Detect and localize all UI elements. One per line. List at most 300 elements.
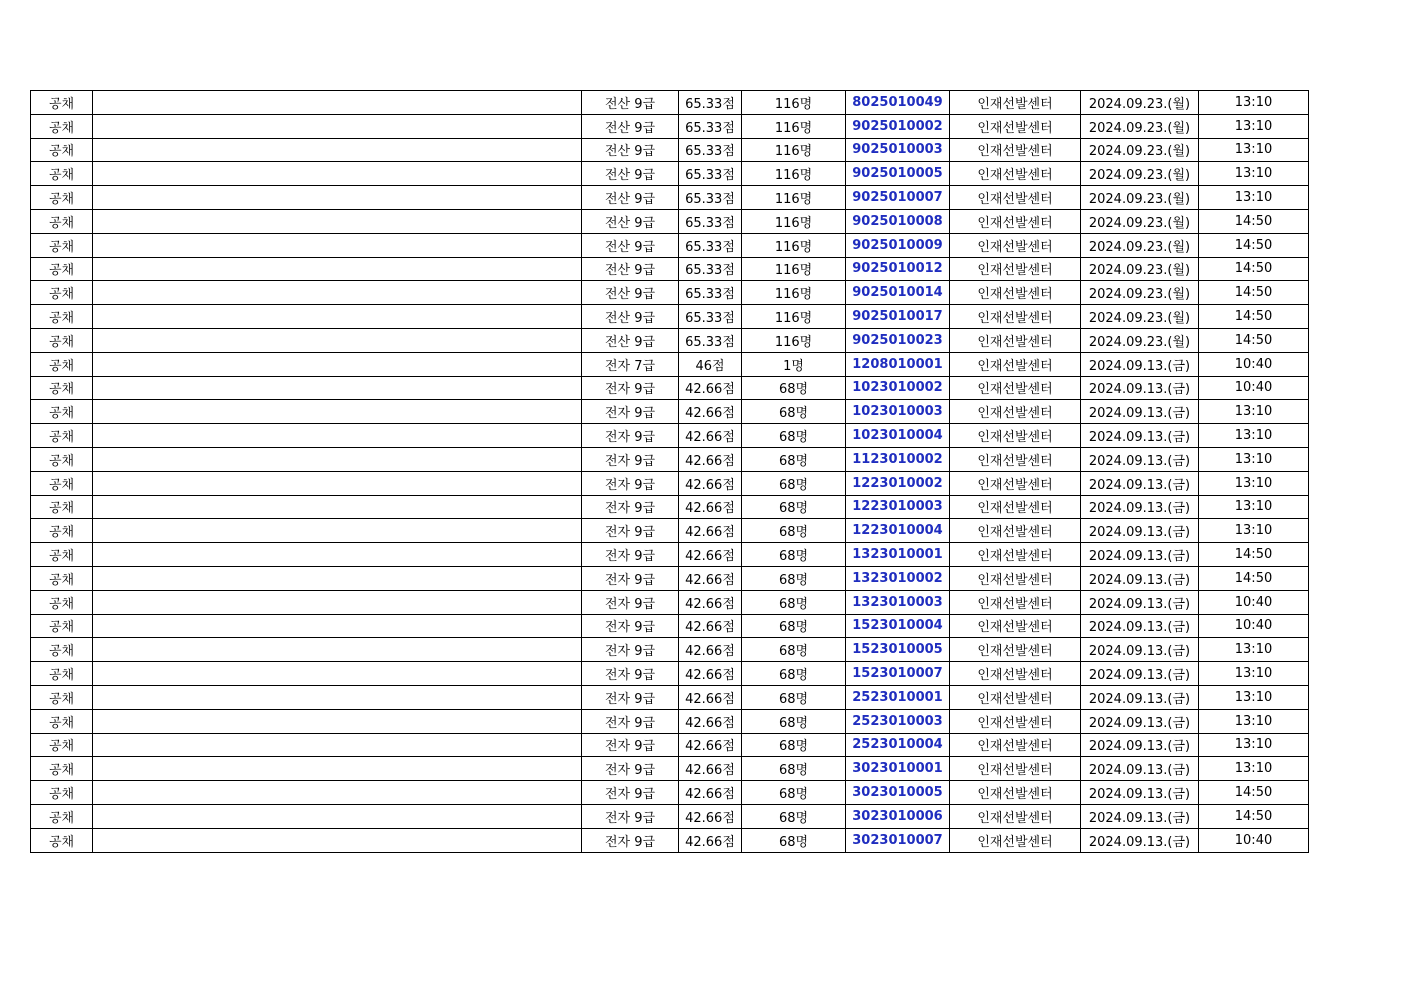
cell-count: 116명 — [742, 281, 846, 305]
cell-date: 2024.09.13.(금) — [1081, 590, 1199, 614]
table-row — [31, 566, 1309, 590]
cell-grade: 전산 9급 — [582, 328, 679, 352]
cell-date: 2024.09.23.(월) — [1081, 281, 1199, 305]
cell-type: 공채 — [31, 91, 93, 115]
table-row — [31, 400, 1309, 424]
cell-type: 공채 — [31, 662, 93, 686]
cell-grade: 전산 9급 — [582, 305, 679, 329]
cell-grade: 전자 9급 — [582, 614, 679, 638]
cell-code: 9025010003 — [846, 138, 950, 162]
cell-time: 13:10 — [1199, 114, 1309, 138]
cell-code: 1523010007 — [846, 662, 950, 686]
cell-field — [93, 638, 582, 662]
cell-grade: 전자 9급 — [582, 709, 679, 733]
cell-grade: 전자 9급 — [582, 733, 679, 757]
cell-count: 68명 — [742, 757, 846, 781]
cell-grade: 전자 9급 — [582, 447, 679, 471]
cell-grade: 전자 9급 — [582, 685, 679, 709]
cell-count: 68명 — [742, 828, 846, 852]
cell-type: 공채 — [31, 424, 93, 448]
cell-count: 116명 — [742, 233, 846, 257]
cell-org: 인재선발센터 — [950, 566, 1081, 590]
cell-field — [93, 495, 582, 519]
table-row — [31, 543, 1309, 567]
cell-grade: 전자 9급 — [582, 519, 679, 543]
cell-count: 68명 — [742, 519, 846, 543]
cell-grade: 전산 9급 — [582, 209, 679, 233]
table-row — [31, 471, 1309, 495]
table-row — [31, 424, 1309, 448]
cell-code: 3023010001 — [846, 757, 950, 781]
cell-field — [93, 281, 582, 305]
cell-org: 인재선발센터 — [950, 400, 1081, 424]
cell-time: 13:10 — [1199, 162, 1309, 186]
cell-count: 68명 — [742, 495, 846, 519]
cell-time: 10:40 — [1199, 614, 1309, 638]
cell-grade: 전산 9급 — [582, 186, 679, 210]
cell-count: 116명 — [742, 209, 846, 233]
cell-time: 13:10 — [1199, 447, 1309, 471]
cell-field — [93, 305, 582, 329]
cell-type: 공채 — [31, 709, 93, 733]
cell-field — [93, 114, 582, 138]
cell-type: 공채 — [31, 757, 93, 781]
cell-field — [93, 328, 582, 352]
cell-score: 42.66점 — [679, 519, 742, 543]
cell-date: 2024.09.13.(금) — [1081, 781, 1199, 805]
cell-type: 공채 — [31, 328, 93, 352]
cell-type: 공채 — [31, 638, 93, 662]
cell-date: 2024.09.13.(금) — [1081, 352, 1199, 376]
cell-score: 65.33점 — [679, 328, 742, 352]
table-row — [31, 828, 1309, 852]
cell-time: 13:10 — [1199, 709, 1309, 733]
cell-code: 1223010004 — [846, 519, 950, 543]
cell-score: 65.33점 — [679, 162, 742, 186]
cell-score: 65.33점 — [679, 114, 742, 138]
cell-time: 14:50 — [1199, 566, 1309, 590]
cell-field — [93, 614, 582, 638]
cell-time: 10:40 — [1199, 376, 1309, 400]
cell-time: 13:10 — [1199, 685, 1309, 709]
cell-type: 공채 — [31, 471, 93, 495]
cell-date: 2024.09.13.(금) — [1081, 400, 1199, 424]
cell-date: 2024.09.23.(월) — [1081, 257, 1199, 281]
cell-count: 68명 — [742, 709, 846, 733]
cell-score: 42.66점 — [679, 590, 742, 614]
cell-field — [93, 757, 582, 781]
cell-grade: 전자 9급 — [582, 424, 679, 448]
cell-time: 13:10 — [1199, 757, 1309, 781]
cell-count: 68명 — [742, 566, 846, 590]
cell-count: 68명 — [742, 733, 846, 757]
cell-date: 2024.09.23.(월) — [1081, 114, 1199, 138]
cell-field — [93, 709, 582, 733]
cell-score: 42.66점 — [679, 566, 742, 590]
cell-count: 116명 — [742, 138, 846, 162]
cell-date: 2024.09.13.(금) — [1081, 566, 1199, 590]
cell-code: 3023010007 — [846, 828, 950, 852]
cell-org: 인재선발센터 — [950, 91, 1081, 115]
cell-date: 2024.09.13.(금) — [1081, 424, 1199, 448]
cell-count: 68명 — [742, 424, 846, 448]
cell-grade: 전산 9급 — [582, 162, 679, 186]
cell-org: 인재선발센터 — [950, 162, 1081, 186]
cell-org: 인재선발센터 — [950, 352, 1081, 376]
cell-time: 14:50 — [1199, 804, 1309, 828]
cell-type: 공채 — [31, 162, 93, 186]
cell-count: 1명 — [742, 352, 846, 376]
cell-time: 13:10 — [1199, 495, 1309, 519]
cell-score: 42.66점 — [679, 685, 742, 709]
cell-code: 9025010002 — [846, 114, 950, 138]
cell-time: 14:50 — [1199, 233, 1309, 257]
cell-field — [93, 471, 582, 495]
cell-code: 2523010001 — [846, 685, 950, 709]
cell-date: 2024.09.23.(월) — [1081, 91, 1199, 115]
cell-count: 116명 — [742, 328, 846, 352]
cell-type: 공채 — [31, 781, 93, 805]
cell-score: 65.33점 — [679, 281, 742, 305]
table-row — [31, 257, 1309, 281]
cell-org: 인재선발센터 — [950, 424, 1081, 448]
cell-date: 2024.09.13.(금) — [1081, 376, 1199, 400]
cell-time: 13:10 — [1199, 424, 1309, 448]
cell-score: 42.66점 — [679, 424, 742, 448]
cell-org: 인재선발센터 — [950, 638, 1081, 662]
cell-time: 14:50 — [1199, 543, 1309, 567]
cell-score: 65.33점 — [679, 138, 742, 162]
cell-time: 13:10 — [1199, 400, 1309, 424]
cell-grade: 전산 9급 — [582, 233, 679, 257]
cell-date: 2024.09.23.(월) — [1081, 162, 1199, 186]
table-row — [31, 447, 1309, 471]
cell-date: 2024.09.23.(월) — [1081, 305, 1199, 329]
cell-score: 46점 — [679, 352, 742, 376]
cell-type: 공채 — [31, 566, 93, 590]
cell-field — [93, 804, 582, 828]
cell-grade: 전자 9급 — [582, 590, 679, 614]
cell-score: 42.66점 — [679, 447, 742, 471]
cell-time: 10:40 — [1199, 590, 1309, 614]
cell-time: 13:10 — [1199, 186, 1309, 210]
cell-time: 13:10 — [1199, 733, 1309, 757]
cell-org: 인재선발센터 — [950, 257, 1081, 281]
cell-score: 42.66점 — [679, 471, 742, 495]
cell-count: 68명 — [742, 543, 846, 567]
cell-type: 공채 — [31, 590, 93, 614]
cell-type: 공채 — [31, 233, 93, 257]
cell-score: 42.66점 — [679, 709, 742, 733]
cell-field — [93, 781, 582, 805]
cell-time: 10:40 — [1199, 828, 1309, 852]
cell-type: 공채 — [31, 828, 93, 852]
cell-score: 65.33점 — [679, 91, 742, 115]
cell-field — [93, 186, 582, 210]
cell-score: 42.66점 — [679, 781, 742, 805]
cell-date: 2024.09.13.(금) — [1081, 614, 1199, 638]
cell-grade: 전자 9급 — [582, 376, 679, 400]
cell-score: 65.33점 — [679, 209, 742, 233]
cell-org: 인재선발센터 — [950, 757, 1081, 781]
cell-date: 2024.09.13.(금) — [1081, 828, 1199, 852]
cell-field — [93, 209, 582, 233]
cell-score: 65.33점 — [679, 186, 742, 210]
table-row — [31, 733, 1309, 757]
cell-date: 2024.09.13.(금) — [1081, 447, 1199, 471]
cell-code: 9025010008 — [846, 209, 950, 233]
table-row — [31, 638, 1309, 662]
cell-count: 116명 — [742, 257, 846, 281]
cell-field — [93, 519, 582, 543]
cell-count: 116명 — [742, 162, 846, 186]
cell-date: 2024.09.13.(금) — [1081, 495, 1199, 519]
cell-time: 10:40 — [1199, 352, 1309, 376]
cell-grade: 전자 9급 — [582, 495, 679, 519]
cell-code: 1223010002 — [846, 471, 950, 495]
cell-field — [93, 447, 582, 471]
cell-code: 1323010002 — [846, 566, 950, 590]
table-row — [31, 662, 1309, 686]
cell-type: 공채 — [31, 447, 93, 471]
cell-org: 인재선발센터 — [950, 781, 1081, 805]
cell-org: 인재선발센터 — [950, 828, 1081, 852]
cell-score: 65.33점 — [679, 305, 742, 329]
cell-date: 2024.09.13.(금) — [1081, 733, 1199, 757]
cell-type: 공채 — [31, 685, 93, 709]
cell-code: 1523010004 — [846, 614, 950, 638]
cell-time: 13:10 — [1199, 471, 1309, 495]
cell-org: 인재선발센터 — [950, 543, 1081, 567]
cell-date: 2024.09.23.(월) — [1081, 328, 1199, 352]
cell-score: 42.66점 — [679, 828, 742, 852]
cell-code: 3023010005 — [846, 781, 950, 805]
cell-date: 2024.09.13.(금) — [1081, 757, 1199, 781]
cell-code: 1223010003 — [846, 495, 950, 519]
cell-code: 1023010002 — [846, 376, 950, 400]
cell-score: 42.66점 — [679, 662, 742, 686]
cell-field — [93, 91, 582, 115]
cell-score: 65.33점 — [679, 233, 742, 257]
cell-grade: 전자 9급 — [582, 471, 679, 495]
cell-org: 인재선발센터 — [950, 281, 1081, 305]
cell-time: 13:10 — [1199, 662, 1309, 686]
table-row — [31, 685, 1309, 709]
cell-field — [93, 590, 582, 614]
cell-date: 2024.09.23.(월) — [1081, 209, 1199, 233]
cell-score: 42.66점 — [679, 543, 742, 567]
cell-code: 1023010003 — [846, 400, 950, 424]
cell-code: 8025010049 — [846, 91, 950, 115]
cell-field — [93, 828, 582, 852]
cell-time: 13:10 — [1199, 91, 1309, 115]
table-row — [31, 757, 1309, 781]
cell-time: 14:50 — [1199, 781, 1309, 805]
cell-grade: 전자 9급 — [582, 828, 679, 852]
cell-org: 인재선발센터 — [950, 709, 1081, 733]
cell-grade: 전자 9급 — [582, 543, 679, 567]
cell-field — [93, 400, 582, 424]
cell-field — [93, 733, 582, 757]
cell-type: 공채 — [31, 543, 93, 567]
table-body — [31, 91, 1309, 853]
cell-count: 116명 — [742, 91, 846, 115]
cell-count: 116명 — [742, 305, 846, 329]
cell-count: 68명 — [742, 590, 846, 614]
cell-field — [93, 424, 582, 448]
table-row — [31, 233, 1309, 257]
cell-type: 공채 — [31, 186, 93, 210]
cell-count: 68명 — [742, 376, 846, 400]
cell-type: 공채 — [31, 733, 93, 757]
cell-code: 3023010006 — [846, 804, 950, 828]
cell-date: 2024.09.23.(월) — [1081, 138, 1199, 162]
cell-org: 인재선발센터 — [950, 209, 1081, 233]
cell-org: 인재선발센터 — [950, 662, 1081, 686]
cell-grade: 전자 9급 — [582, 781, 679, 805]
cell-org: 인재선발센터 — [950, 685, 1081, 709]
cell-count: 68명 — [742, 685, 846, 709]
cell-field — [93, 376, 582, 400]
cell-field — [93, 685, 582, 709]
cell-score: 42.66점 — [679, 495, 742, 519]
cell-org: 인재선발센터 — [950, 804, 1081, 828]
cell-type: 공채 — [31, 209, 93, 233]
cell-org: 인재선발센터 — [950, 733, 1081, 757]
cell-count: 68명 — [742, 471, 846, 495]
cell-time: 13:10 — [1199, 519, 1309, 543]
cell-org: 인재선발센터 — [950, 233, 1081, 257]
cell-field — [93, 138, 582, 162]
cell-date: 2024.09.13.(금) — [1081, 662, 1199, 686]
table-row — [31, 590, 1309, 614]
cell-score: 42.66점 — [679, 400, 742, 424]
cell-count: 68명 — [742, 662, 846, 686]
cell-grade: 전산 9급 — [582, 257, 679, 281]
cell-grade: 전자 7급 — [582, 352, 679, 376]
table-row — [31, 781, 1309, 805]
cell-org: 인재선발센터 — [950, 590, 1081, 614]
cell-type: 공채 — [31, 400, 93, 424]
cell-count: 68명 — [742, 804, 846, 828]
cell-code: 9025010023 — [846, 328, 950, 352]
cell-time: 13:10 — [1199, 138, 1309, 162]
cell-date: 2024.09.13.(금) — [1081, 471, 1199, 495]
cell-score: 42.66점 — [679, 757, 742, 781]
cell-score: 42.66점 — [679, 733, 742, 757]
cell-org: 인재선발센터 — [950, 376, 1081, 400]
cell-count: 68명 — [742, 447, 846, 471]
cell-type: 공채 — [31, 114, 93, 138]
cell-grade: 전자 9급 — [582, 804, 679, 828]
cell-score: 65.33점 — [679, 257, 742, 281]
cell-date: 2024.09.23.(월) — [1081, 233, 1199, 257]
cell-field — [93, 543, 582, 567]
cell-grade: 전자 9급 — [582, 566, 679, 590]
cell-grade: 전산 9급 — [582, 281, 679, 305]
cell-date: 2024.09.13.(금) — [1081, 543, 1199, 567]
table-row — [31, 281, 1309, 305]
cell-time: 14:50 — [1199, 328, 1309, 352]
cell-date: 2024.09.13.(금) — [1081, 685, 1199, 709]
cell-type: 공채 — [31, 376, 93, 400]
cell-count: 68명 — [742, 638, 846, 662]
cell-type: 공채 — [31, 614, 93, 638]
table-row — [31, 186, 1309, 210]
cell-type: 공채 — [31, 495, 93, 519]
cell-field — [93, 162, 582, 186]
cell-grade: 전자 9급 — [582, 662, 679, 686]
table-row — [31, 162, 1309, 186]
table-row — [31, 519, 1309, 543]
cell-code: 1523010005 — [846, 638, 950, 662]
cell-date: 2024.09.13.(금) — [1081, 709, 1199, 733]
cell-count: 68명 — [742, 400, 846, 424]
cell-type: 공채 — [31, 257, 93, 281]
cell-time: 14:50 — [1199, 281, 1309, 305]
cell-score: 42.66점 — [679, 638, 742, 662]
cell-time: 14:50 — [1199, 209, 1309, 233]
cell-org: 인재선발센터 — [950, 519, 1081, 543]
cell-date: 2024.09.13.(금) — [1081, 519, 1199, 543]
cell-org: 인재선발센터 — [950, 186, 1081, 210]
cell-grade: 전자 9급 — [582, 400, 679, 424]
cell-time: 14:50 — [1199, 257, 1309, 281]
cell-date: 2024.09.23.(월) — [1081, 186, 1199, 210]
cell-code: 9025010007 — [846, 186, 950, 210]
cell-field — [93, 662, 582, 686]
cell-org: 인재선발센터 — [950, 614, 1081, 638]
cell-type: 공채 — [31, 519, 93, 543]
cell-type: 공채 — [31, 138, 93, 162]
cell-count: 68명 — [742, 614, 846, 638]
cell-code: 2523010004 — [846, 733, 950, 757]
cell-score: 42.66점 — [679, 614, 742, 638]
cell-org: 인재선발센터 — [950, 328, 1081, 352]
exam-schedule-table — [30, 90, 1309, 853]
cell-type: 공채 — [31, 305, 93, 329]
cell-count: 116명 — [742, 114, 846, 138]
table-row — [31, 305, 1309, 329]
cell-org: 인재선발센터 — [950, 495, 1081, 519]
cell-code: 1208010001 — [846, 352, 950, 376]
cell-type: 공채 — [31, 281, 93, 305]
cell-field — [93, 233, 582, 257]
cell-code: 1123010002 — [846, 447, 950, 471]
cell-code: 1323010003 — [846, 590, 950, 614]
table-row — [31, 91, 1309, 115]
table-row — [31, 328, 1309, 352]
table-row — [31, 495, 1309, 519]
cell-field — [93, 566, 582, 590]
cell-code: 9025010017 — [846, 305, 950, 329]
cell-code: 9025010005 — [846, 162, 950, 186]
cell-date: 2024.09.13.(금) — [1081, 638, 1199, 662]
table-row — [31, 352, 1309, 376]
cell-grade: 전자 9급 — [582, 757, 679, 781]
table-row — [31, 376, 1309, 400]
cell-code: 9025010014 — [846, 281, 950, 305]
cell-org: 인재선발센터 — [950, 138, 1081, 162]
cell-code: 1323010001 — [846, 543, 950, 567]
cell-count: 116명 — [742, 186, 846, 210]
cell-org: 인재선발센터 — [950, 114, 1081, 138]
table-row — [31, 209, 1309, 233]
cell-code: 2523010003 — [846, 709, 950, 733]
cell-org: 인재선발센터 — [950, 471, 1081, 495]
cell-code: 1023010004 — [846, 424, 950, 448]
cell-grade: 전자 9급 — [582, 638, 679, 662]
